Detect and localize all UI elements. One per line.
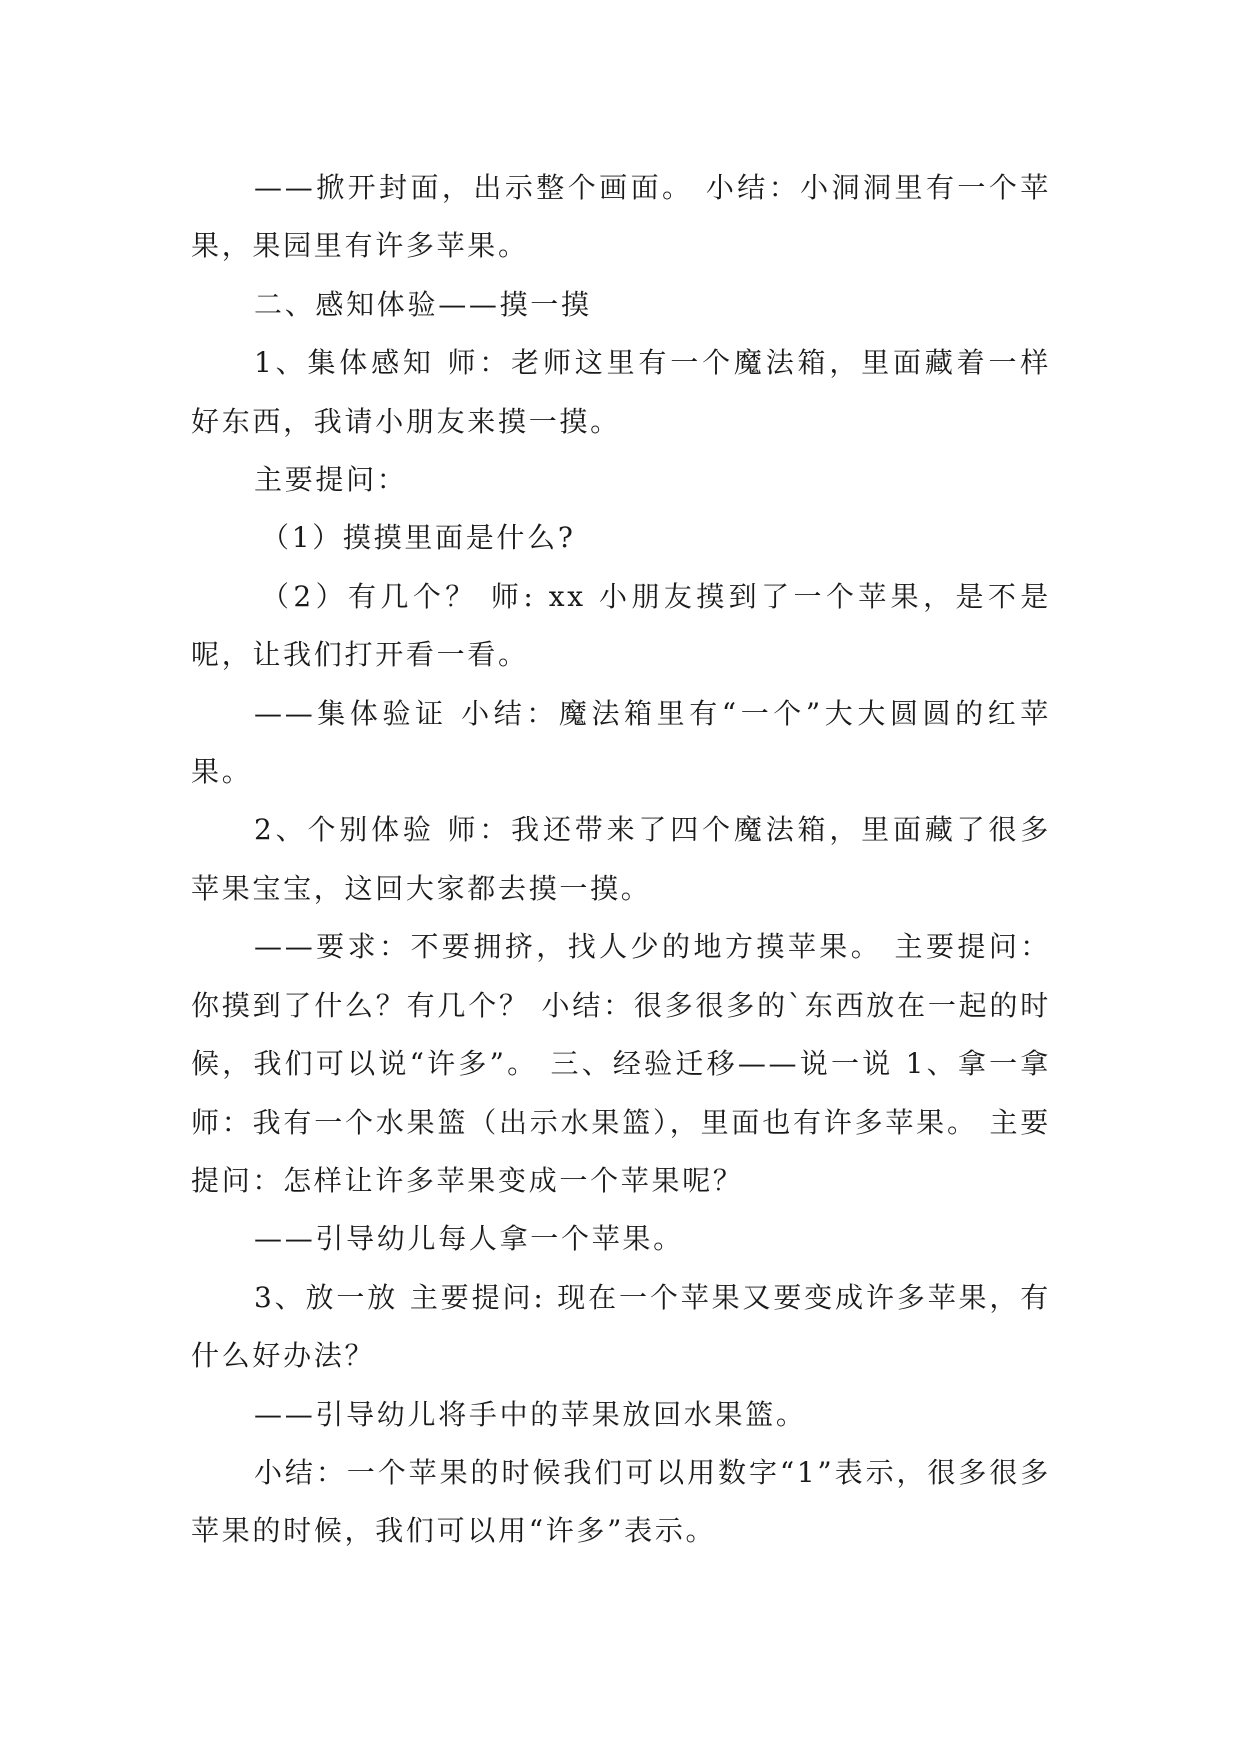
paragraph-1: ——掀开封面，出示整个画面。 小结：小洞洞里有一个苹果，果园里有许多苹果。 bbox=[191, 171, 1051, 263]
paragraph-13: 小结：一个苹果的时候我们可以用数字“1”表示，很多很多苹果的时候，我们可以用“许多”表示。 bbox=[191, 1455, 1051, 1548]
section-heading-perception: 二、感知体验——摸一摸 bbox=[254, 287, 592, 321]
question-2: （2）有几个？ 师: xx 小朋友摸到了一个苹果，是不是呢，让我们打开看一看。 bbox=[191, 579, 1051, 672]
paragraph-3: 1、集体感知 师：老师这里有一个魔法箱，里面藏着一样好东西，我请小朋友来摸一摸。 bbox=[191, 346, 1051, 438]
paragraph-9: ——要求：不要拥挤，找人少的地方摸苹果。 主要提问：你摸到了什么？有几个？ 小结：很多很多的`东西放在一起的时候，我们可以说“许多”。 三、经验迁移——说一说 1、拿一拿 师：我有一个水果篮（出示水果篮），里面也有许多苹果。 主要提问：怎样让许多苹果变成一个苹果呢？ bbox=[191, 930, 1051, 1197]
paragraph-11: 3、放一放 主要提问: 现在一个苹果又要变成许多苹果，有什么好办法？ bbox=[191, 1280, 1051, 1373]
document-page bbox=[191, 159, 1051, 1561]
paragraph-7: ——集体验证 小结：魔法箱里有“一个”大大圆圆的红苹果。 bbox=[191, 696, 1051, 789]
question-heading: 主要提问： bbox=[254, 463, 408, 497]
paragraph-12: ——引导幼儿将手中的苹果放回水果篮。 bbox=[254, 1397, 807, 1431]
paragraph-8: 2、个别体验 师：我还带来了四个魔法箱，里面藏了很多苹果宝宝，这回大家都去摸一摸。 bbox=[191, 813, 1051, 905]
question-1: （1）摸摸里面是什么? bbox=[261, 521, 576, 555]
paragraph-10: ——引导幼儿每人拿一个苹果。 bbox=[254, 1222, 684, 1256]
